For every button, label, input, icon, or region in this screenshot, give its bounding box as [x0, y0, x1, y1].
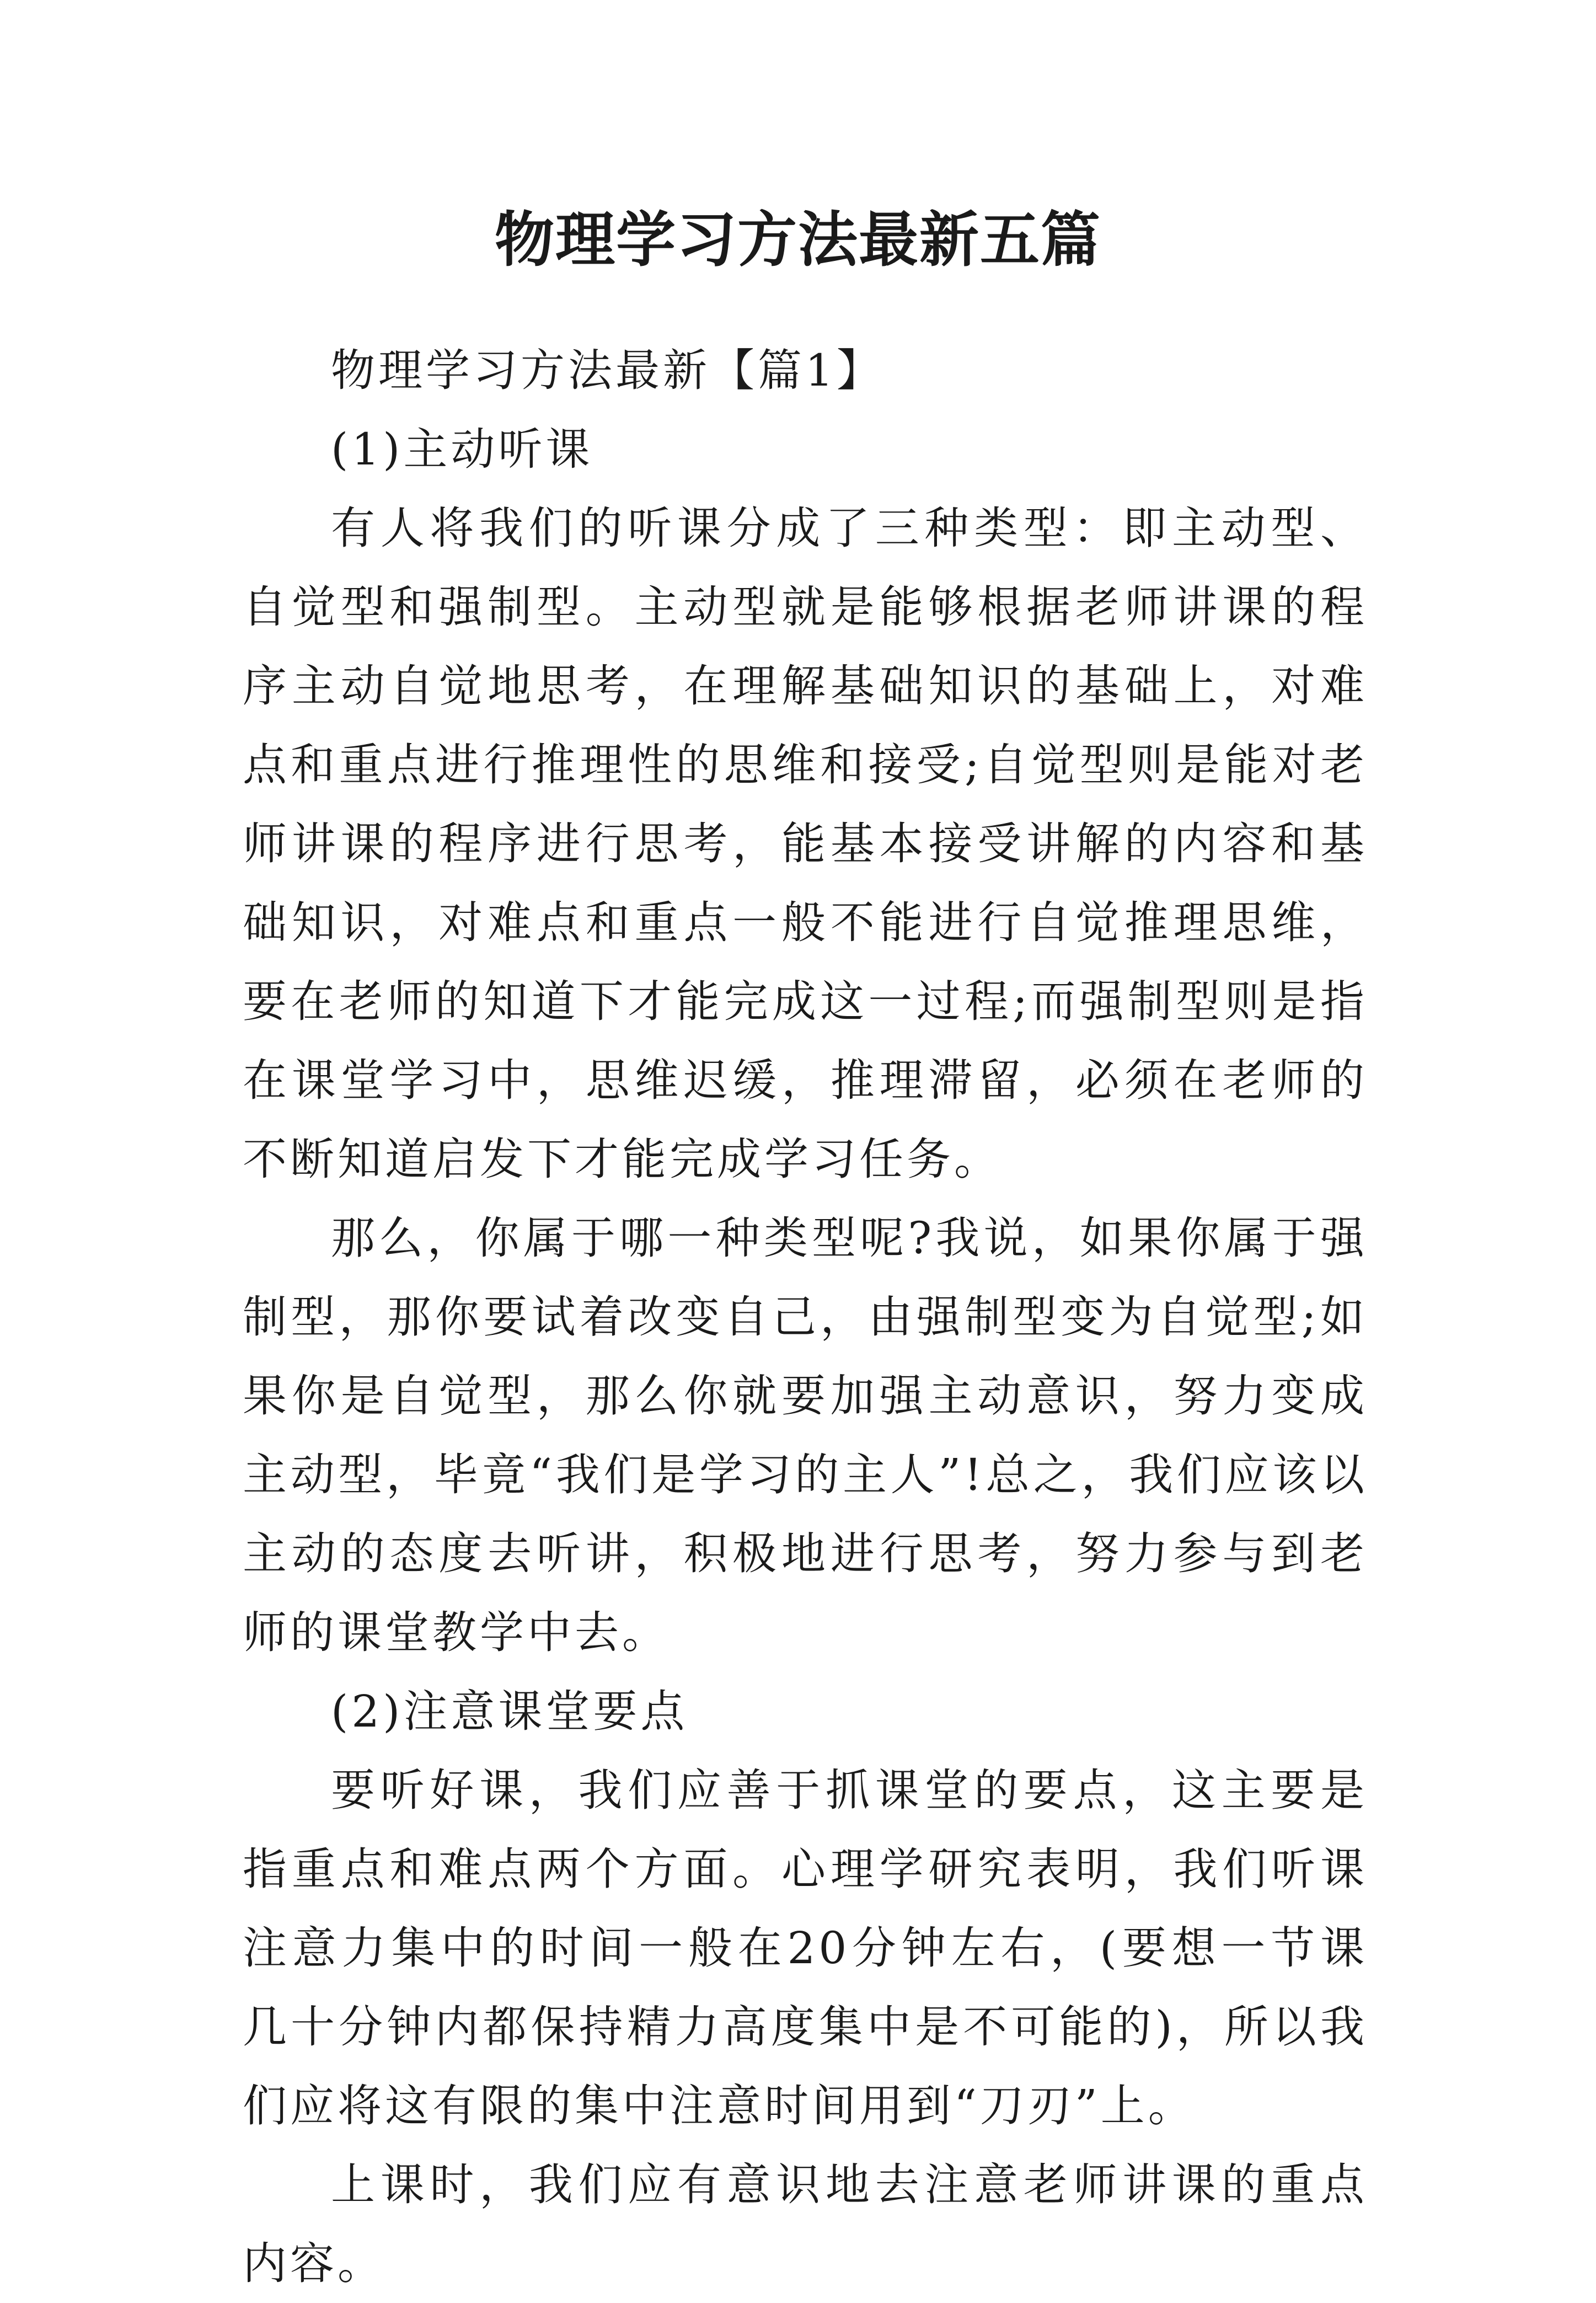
paragraph: 有人将我们的听课分成了三种类型：即主动型、自觉型和强制型。主动型就是能够根据老师讲课的程序主动自觉地思考，在理解基础知识的基础上，对难点和重点进行推理性的思维和接受;自觉型则是能对老师讲课的程序进行思考，能基本接受讲解的内容和基础知识，对难点和重点一般不能进行自觉推理思维，要在老师的知道下才能完成这一过程;而强制型则是指在课堂学习中，思维迟缓，推理滞留，必须在老师的不断知道启发下才能完成学习任务。 — [243, 503, 1368, 1185]
subheading: (2)注意课堂要点 — [331, 1686, 688, 1737]
section-heading: 物理学习方法最新【篇1】 — [331, 345, 884, 396]
paragraph: 那么，你属于哪一种类型呢?我说，如果你属于强制型，那你要试着改变自己，由强制型变为自觉型;如果你是自觉型，那么你就要加强主动意识，努力变成主动型，毕竟“我们是学习的主人”!总之，我们应该以主动的态度去听讲，积极地进行思考，努力参与到老师的课堂教学中去。 — [243, 1212, 1368, 1658]
paragraph: 上课时，我们应有意识地去注意老师讲课的重点内容。 — [243, 2159, 1368, 2289]
subheading: (1)主动听课 — [331, 424, 593, 475]
document-title: 物理学习方法最新五篇 — [494, 205, 1101, 275]
paragraph: 要听好课，我们应善于抓课堂的要点，这主要是指重点和难点两个方面。心理学研究表明，我们听课注意力集中的时间一般在20分钟左右，(要想一节课几十分钟内都保持精力高度集中是不可能的)，所以我们应将这有限的集中注意时间用到“刀刃”上。 — [243, 1765, 1368, 2131]
document-body — [243, 331, 1368, 2303]
